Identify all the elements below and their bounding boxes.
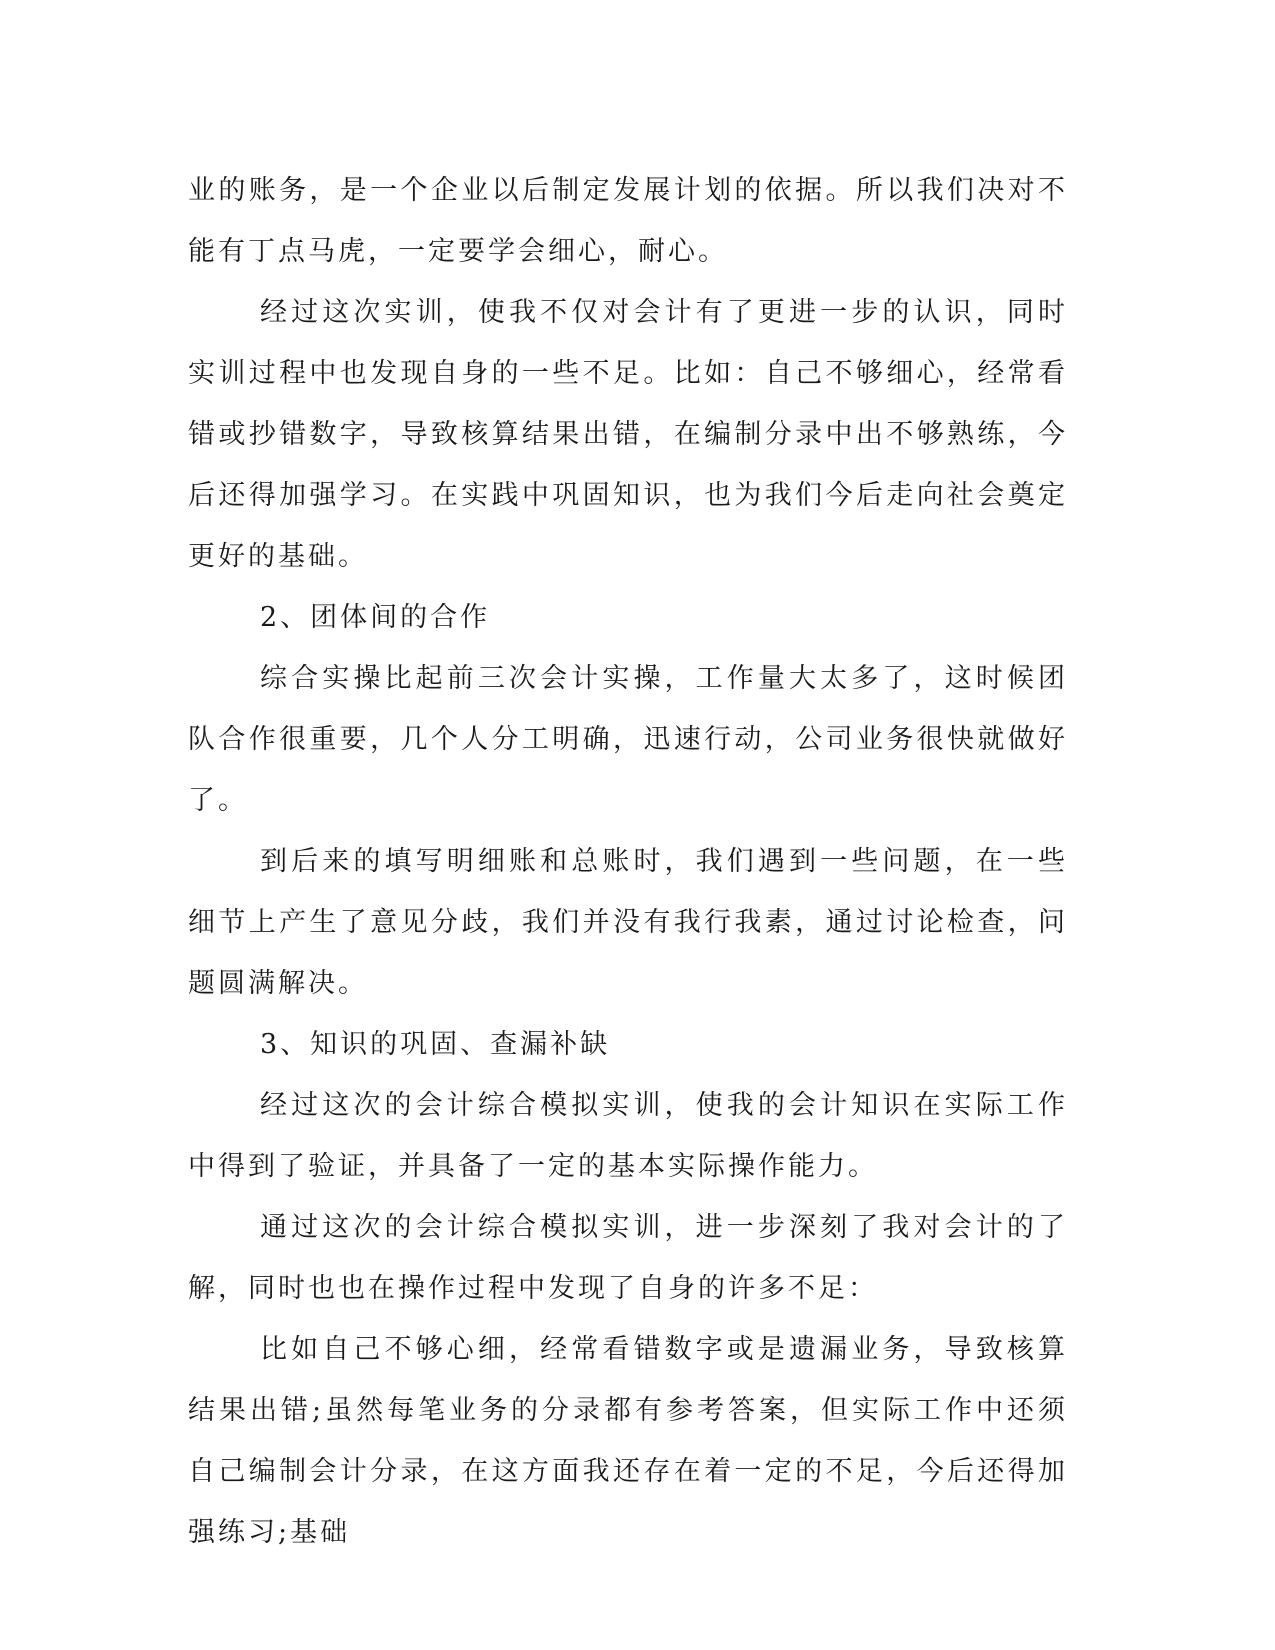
paragraph-5: 经过这次的会计综合模拟实训，使我的会计知识在实际工作中得到了验证，并具备了一定的基本实际操作能力。 xyxy=(188,1090,1068,1182)
paragraph-7: 比如自己不够心细，经常看错数字或是遗漏业务，导致核算结果出错;虽然每笔业务的分录都有参考答案，但实际工作中还须自己编制会计分录，在这方面我还存在着一定的不足，今后还得加强练习;基础 xyxy=(188,1334,1068,1548)
paragraph-2: 经过这次实训，使我不仅对会计有了更进一步的认识，同时实训过程中也发现自身的一些不足。比如：自己不够细心，经常看错或抄错数字，导致核算结果出错，在编制分录中出不够熟练，今后还得加强学习。在实践中巩固知识，也为我们今后走向社会奠定更好的基础。 xyxy=(188,297,1068,572)
section-heading-3: 3、知识的巩固、查漏补缺 xyxy=(260,1029,611,1060)
document-page xyxy=(188,160,1068,1563)
paragraph-6: 通过这次的会计综合模拟实训，进一步深刻了我对会计的了解，同时也也在操作过程中发现了自身的许多不足： xyxy=(188,1212,1068,1304)
paragraph-4: 到后来的填写明细账和总账时，我们遇到一些问题，在一些细节上产生了意见分歧，我们并没有我行我素，通过讨论检查，问题圆满解决。 xyxy=(188,846,1068,999)
paragraph-1: 业的账务，是一个企业以后制定发展计划的依据。所以我们决对不能有丁点马虎，一定要学会细心，耐心。 xyxy=(188,175,1068,267)
section-heading-2: 2、团体间的合作 xyxy=(260,602,491,633)
paragraph-3: 综合实操比起前三次会计实操，工作量大太多了，这时候团队合作很重要，几个人分工明确，迅速行动，公司业务很快就做好了。 xyxy=(188,663,1068,816)
